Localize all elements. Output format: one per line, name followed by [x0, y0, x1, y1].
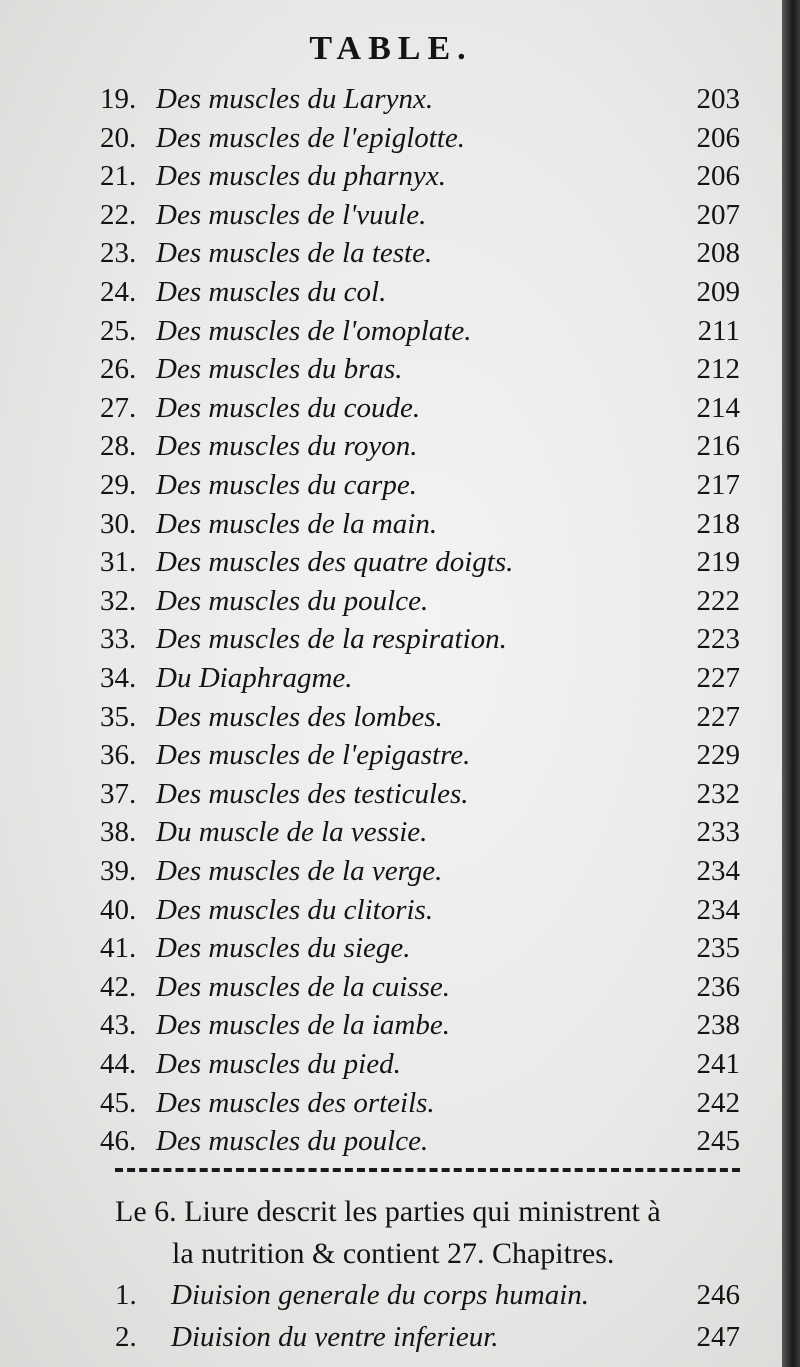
- entry-page-number: 218: [696, 507, 740, 540]
- book6-heading-line2: la nutrition & contient 27. Chapitres.: [172, 1237, 615, 1270]
- entry-number: 32.: [100, 584, 137, 617]
- entry-number: 42.: [100, 970, 137, 1003]
- entry-page-number: 227: [696, 662, 740, 694]
- entry-title: Des muscles du Larynx.: [156, 83, 434, 115]
- entry-title: Des muscles de l'epiglotte.: [156, 121, 466, 154]
- entry-title: Des muscles des lombes.: [156, 700, 443, 733]
- entry-title: Des muscles du poulce.: [156, 1125, 429, 1158]
- toc-entry: [115, 1276, 740, 1314]
- entry-title: Des muscles de l'vuule.: [156, 198, 427, 231]
- toc-entry: [100, 312, 740, 350]
- entry-page-number: 214: [696, 391, 740, 424]
- toc-entry: [100, 505, 740, 543]
- entry-title: Des muscles du siege.: [156, 932, 411, 965]
- entry-number: 45.: [100, 1086, 137, 1119]
- entry-page-number: 212: [696, 353, 740, 386]
- entry-page-number: 206: [696, 160, 740, 193]
- toc-entry: [100, 234, 740, 272]
- entry-title: Des muscles de la verge.: [156, 855, 443, 887]
- toc-entry: [100, 736, 740, 774]
- entry-number: 36.: [100, 739, 137, 772]
- toc-entry: [100, 119, 740, 157]
- entry-title: Des muscles des orteils.: [156, 1086, 435, 1119]
- entry-title: Diuision du ventre inferieur.: [171, 1321, 499, 1353]
- toc-entry: [100, 389, 740, 427]
- entry-number: 33.: [100, 623, 137, 656]
- entry-number: 1.: [115, 1279, 137, 1311]
- entry-title: Des muscles du col.: [156, 276, 387, 308]
- entry-number: 44.: [100, 1048, 137, 1080]
- entry-page-number: 241: [696, 1048, 740, 1080]
- entry-number: 34.: [100, 662, 137, 694]
- entry-number: 29.: [100, 469, 137, 501]
- book6-heading-line1: Le 6. Liure descrit les parties qui ministrent à: [115, 1195, 661, 1228]
- entry-page-number: 229: [696, 739, 740, 772]
- entry-page-number: 203: [696, 83, 740, 115]
- entry-number: 40.: [100, 893, 137, 926]
- entry-number: 39.: [100, 855, 137, 887]
- toc-entry: [100, 350, 740, 388]
- entry-title: Des muscles des quatre doigts.: [156, 546, 514, 579]
- entry-number: 19.: [100, 83, 137, 115]
- entry-title: Diuision generale du corps humain.: [171, 1279, 590, 1311]
- toc-entry: [100, 427, 740, 465]
- entry-page-number: 223: [696, 623, 740, 656]
- entry-number: 37.: [100, 777, 137, 810]
- entry-number: 25.: [100, 314, 137, 347]
- entry-title: Des muscles du pharnyx.: [156, 160, 446, 193]
- entry-page-number: 236: [696, 970, 740, 1003]
- entry-page-number: 246: [696, 1279, 740, 1311]
- entry-title: Des muscles du bras.: [156, 353, 403, 386]
- entry-page-number: 216: [696, 430, 740, 463]
- entry-page-number: 209: [696, 276, 740, 308]
- toc-entry: [115, 1318, 740, 1356]
- entry-title: Des muscles du pied.: [156, 1048, 401, 1080]
- toc-entry: [100, 466, 740, 504]
- entry-title: Des muscles de l'epigastre.: [156, 739, 471, 772]
- entry-number: 27.: [100, 391, 137, 424]
- entry-page-number: 234: [696, 855, 740, 887]
- entry-number: 22.: [100, 198, 137, 231]
- entry-number: 2.: [115, 1321, 137, 1353]
- toc-entry: [100, 1084, 740, 1122]
- entry-number: 23.: [100, 237, 137, 270]
- toc-entry: [100, 1122, 740, 1160]
- page-title: TABLE.: [309, 30, 473, 67]
- entry-page-number: 242: [696, 1086, 740, 1119]
- entry-title: Des muscles de la respiration.: [156, 623, 507, 656]
- toc-entry: [100, 1006, 740, 1044]
- entry-page-number: 206: [696, 121, 740, 154]
- entry-page-number: 245: [696, 1125, 740, 1158]
- toc-entry: [100, 582, 740, 620]
- entry-title: Des muscles du poulce.: [156, 584, 429, 617]
- toc-entry: [100, 698, 740, 736]
- entry-title: Du Diaphragme.: [156, 662, 353, 694]
- book-spine: [782, 0, 800, 1367]
- entry-page-number: 233: [696, 816, 740, 849]
- entry-number: 26.: [100, 353, 137, 386]
- toc-entry: [100, 273, 740, 311]
- entry-number: 30.: [100, 507, 137, 540]
- entry-page-number: 235: [696, 932, 740, 965]
- toc-entry: [100, 80, 740, 118]
- entry-number: 46.: [100, 1125, 137, 1158]
- entry-page-number: 219: [696, 546, 740, 579]
- entry-number: 28.: [100, 430, 137, 463]
- entry-number: 24.: [100, 276, 137, 308]
- entry-page-number: 208: [696, 237, 740, 270]
- toc-entry: [100, 543, 740, 581]
- entry-title: Des muscles du carpe.: [156, 469, 417, 501]
- entry-title: Des muscles de la cuisse.: [156, 970, 450, 1003]
- entry-number: 41.: [100, 932, 137, 965]
- entry-number: 35.: [100, 700, 137, 733]
- entry-title: Des muscles de l'omoplate.: [156, 314, 472, 347]
- toc-entry: [100, 929, 740, 967]
- entry-page-number: 207: [696, 198, 740, 231]
- entry-number: 21.: [100, 160, 137, 193]
- entry-page-number: 211: [697, 314, 740, 347]
- toc-entry: [100, 775, 740, 813]
- toc-entry: [100, 1045, 740, 1083]
- toc-entry: [100, 813, 740, 851]
- entry-title: Des muscles des testicules.: [156, 777, 469, 810]
- section-divider: [115, 1168, 740, 1172]
- entry-title: Du muscle de la vessie.: [156, 816, 428, 849]
- toc-entry: [100, 968, 740, 1006]
- entry-page-number: 227: [696, 700, 740, 733]
- entry-title: Des muscles de la main.: [156, 507, 438, 540]
- entry-title: Des muscles de la teste.: [156, 237, 433, 270]
- toc-entry: [100, 196, 740, 234]
- entry-number: 38.: [100, 816, 137, 849]
- entry-number: 43.: [100, 1009, 137, 1042]
- entry-number: 31.: [100, 546, 137, 579]
- entry-page-number: 234: [696, 893, 740, 926]
- entry-page-number: 217: [696, 469, 740, 501]
- entry-number: 20.: [100, 121, 137, 154]
- toc-entry: [100, 891, 740, 929]
- entry-title: Des muscles du clitoris.: [156, 893, 434, 926]
- toc-entry: [100, 157, 740, 195]
- entry-page-number: 232: [696, 777, 740, 810]
- toc-entry: [100, 620, 740, 658]
- entry-title: Des muscles du royon.: [156, 430, 418, 463]
- entry-page-number: 238: [696, 1009, 740, 1042]
- toc-entry: [100, 852, 740, 890]
- toc-entry: [100, 659, 740, 697]
- entry-page-number: 247: [696, 1321, 740, 1353]
- entry-title: Des muscles du coude.: [156, 391, 421, 424]
- entry-page-number: 222: [696, 584, 740, 617]
- entry-title: Des muscles de la iambe.: [156, 1009, 450, 1042]
